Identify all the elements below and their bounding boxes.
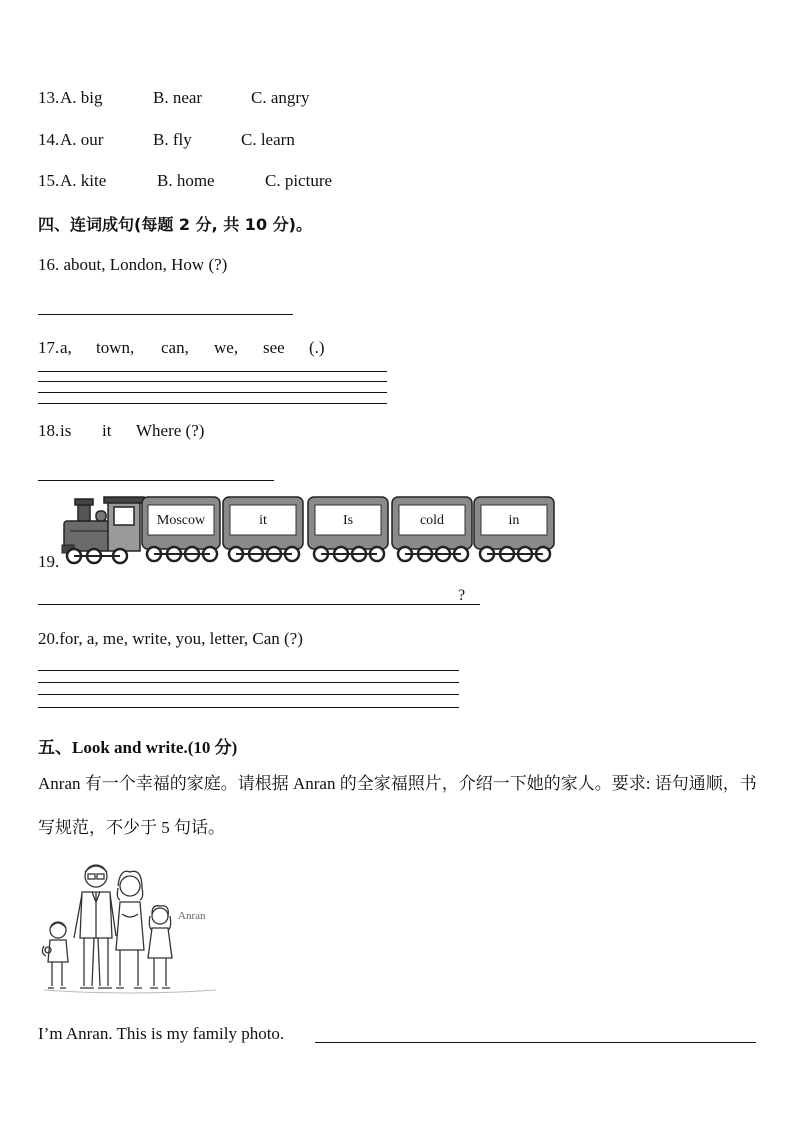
q20-answer-line[interactable] — [38, 682, 459, 683]
q19-number: 19. — [38, 552, 60, 571]
train-car-label: cold — [419, 513, 445, 528]
q17-answer-line[interactable] — [38, 392, 387, 393]
train-car-label: in — [508, 513, 520, 528]
q20-answer-line[interactable] — [38, 694, 459, 695]
section5-instruction: Anran 有一个幸福的家庭。请根据 Anran 的全家福照片，介绍一下她的家人。要求: 语句通顺，书写规范，不少于 5 句话。 — [38, 774, 757, 837]
q13-option-b: B. near — [153, 88, 203, 107]
q16-prompt: 16. about, London, How (?) — [38, 255, 228, 274]
train-car — [392, 497, 472, 561]
train-car-label: Is — [342, 513, 354, 528]
writing-start-text: I’m Anran. This is my family photo. — [38, 1024, 285, 1043]
q17-word: (.) — [309, 338, 325, 357]
writing-answer-line[interactable] — [315, 1042, 756, 1043]
mother-figure — [116, 871, 144, 988]
q15-option-a: A. kite — [60, 171, 107, 190]
section4-title: 四、连词成句(每题 2 分, 共 10 分)。 — [38, 215, 312, 234]
q13-number: 13. — [38, 88, 60, 107]
family-photo-illustration — [40, 858, 220, 998]
q18-number: 18. — [38, 421, 60, 440]
q20-answer-line[interactable] — [38, 707, 459, 708]
q18-word: is — [60, 421, 72, 440]
q17-number: 17. — [38, 338, 60, 357]
q14-number: 14. — [38, 130, 60, 149]
q20-answer-line[interactable] — [38, 670, 459, 671]
q17-answer-line[interactable] — [38, 371, 387, 372]
q17-word: town, — [96, 338, 135, 357]
section5-title: 五、Look and write.(10 分) — [38, 738, 238, 757]
girl-figure — [148, 906, 172, 988]
q18-word: it — [102, 421, 112, 440]
train-car — [308, 497, 388, 561]
q17-word: can, — [161, 338, 189, 357]
train-car — [474, 497, 554, 561]
train-car — [223, 497, 303, 561]
train-car-label: Moscow — [156, 513, 206, 528]
locomotive-icon — [62, 497, 144, 563]
q18-answer-line[interactable] — [38, 480, 274, 481]
q16-answer-line[interactable] — [38, 314, 293, 315]
q18-word: Where (?) — [136, 421, 205, 440]
q19-answer-line[interactable] — [38, 604, 480, 605]
father-figure — [74, 865, 116, 988]
q14-option-a: A. our — [60, 130, 104, 149]
q15-number: 15. — [38, 171, 60, 190]
boy-figure — [42, 922, 68, 988]
q13-option-a: A. big — [60, 88, 103, 107]
q17-answer-line[interactable] — [38, 403, 387, 404]
q14-option-c: C. learn — [241, 130, 295, 149]
q17-word: a, — [60, 338, 72, 357]
q14-option-b: B. fly — [153, 130, 192, 149]
train-car — [142, 497, 220, 561]
q20-prompt: 20.for, a, me, write, you, letter, Can (?) — [38, 629, 303, 648]
q13-option-c: C. angry — [251, 88, 310, 107]
q19-end-mark: ? — [458, 587, 466, 604]
q17-word: we, — [214, 338, 239, 357]
q17-word: see — [263, 338, 285, 357]
train-car-label: it — [259, 513, 267, 528]
train-illustration — [60, 493, 560, 569]
q17-answer-line[interactable] — [38, 381, 387, 382]
q15-option-b: B. home — [157, 171, 215, 190]
q15-option-c: C. picture — [265, 171, 333, 190]
anran-picture-label: Anran — [178, 910, 206, 922]
